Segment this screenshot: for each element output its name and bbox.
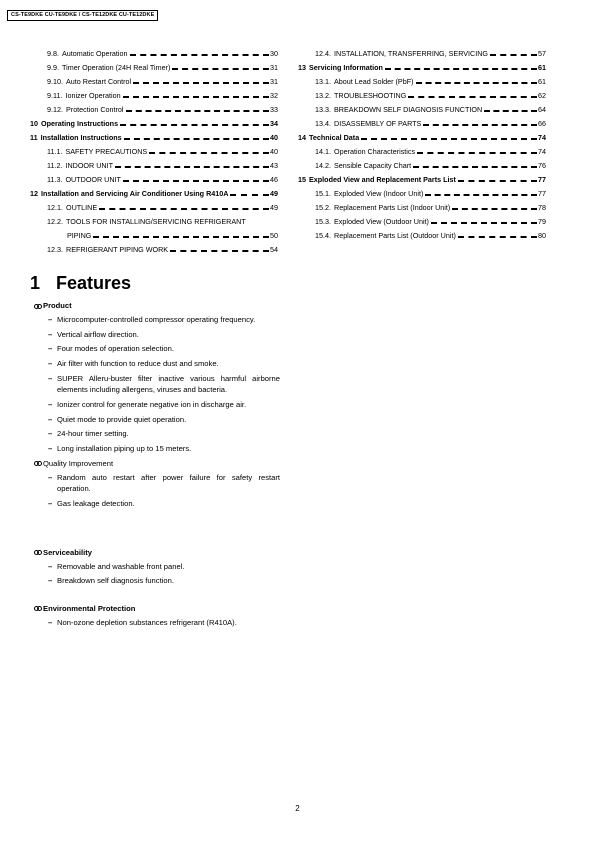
toc-entry-title: Exploded View (Outdoor Unit): [334, 217, 429, 226]
toc-entry-number: 14: [298, 133, 306, 142]
section-title-text: Features: [56, 273, 132, 293]
dash-bullet-icon: –: [48, 498, 53, 508]
features-body: [34, 300, 280, 632]
feature-item-text: Random auto restart after power failure for safety restart operation.: [57, 472, 280, 494]
toc-entry[interactable]: [30, 58, 278, 72]
double-ring-bullet-icon: [34, 304, 42, 309]
toc-entry[interactable]: [30, 156, 278, 170]
feature-item: [34, 358, 280, 370]
dash-bullet-icon: –: [48, 329, 53, 339]
feature-item: [34, 329, 280, 341]
toc-entry[interactable]: [298, 198, 546, 212]
toc-entry-page: 49: [270, 189, 278, 198]
toc-entry-number: 11: [30, 133, 38, 142]
feature-group-title: [34, 547, 280, 559]
toc-entry-page: 77: [538, 189, 546, 198]
feature-item-text: Vertical airflow direction.: [57, 329, 139, 339]
toc-entry-page: 74: [538, 147, 546, 156]
toc-entry[interactable]: [30, 170, 278, 184]
toc-entry-page: 78: [538, 203, 546, 212]
toc-dot-leader: [120, 124, 269, 126]
toc-dot-leader: [458, 180, 537, 182]
toc-entry-page: 61: [538, 63, 546, 72]
toc-entry[interactable]: [30, 128, 278, 142]
toc-entry[interactable]: [30, 72, 278, 86]
toc-entry-number: 9.8.: [47, 49, 59, 58]
toc-dot-leader: [172, 68, 269, 70]
feature-list: [34, 561, 280, 587]
toc-entry-page: 40: [270, 147, 278, 156]
toc-entry-number: 13.1.: [315, 77, 331, 86]
toc-dot-leader: [423, 124, 537, 126]
toc-entry-title: Replacement Parts List (Indoor Unit): [334, 203, 451, 212]
toc-entry[interactable]: [30, 184, 278, 198]
dash-bullet-icon: –: [48, 444, 53, 453]
toc-entry-number: 11.2.: [47, 161, 63, 170]
toc-entry[interactable]: [298, 226, 546, 240]
dash-bullet-icon: –: [48, 561, 53, 571]
toc-entry-title: OUTLINE: [66, 203, 98, 212]
dash-bullet-icon: –: [48, 414, 53, 424]
toc-dot-leader: [408, 96, 537, 98]
feature-group-serviceability: [34, 547, 280, 587]
feature-group-title: [34, 300, 280, 312]
toc-entry[interactable]: [30, 226, 278, 240]
toc-entry[interactable]: [298, 44, 546, 58]
toc-dot-leader: [126, 110, 269, 112]
toc-entry-title: PIPING: [67, 231, 92, 240]
toc-dot-leader: [149, 152, 269, 154]
feature-item: [34, 428, 280, 440]
toc-entry-number: 9.11.: [47, 91, 63, 100]
toc-entry-page: 79: [538, 217, 546, 226]
feature-group-quality: [34, 458, 280, 510]
group-title-text: Environmental Protection: [43, 603, 136, 613]
toc-entry-title: Installation and Servicing Air Conditioner Using R410A: [41, 189, 229, 198]
toc-entry-page: 57: [538, 49, 546, 58]
toc-entry-page: 74: [538, 133, 546, 142]
toc-dot-leader: [490, 54, 537, 56]
toc-entry-number: 12.2.: [47, 217, 63, 226]
toc-entry[interactable]: [298, 72, 546, 86]
feature-list: [34, 314, 280, 455]
toc-entry-page: 54: [270, 245, 278, 254]
feature-item-text: Quiet mode to provide quiet operation.: [57, 414, 187, 424]
feature-item-text: Ionizer control for generate negative ion in discharge air.: [57, 399, 247, 409]
toc-entry-number: 9.12.: [47, 105, 63, 114]
toc-entry-title: Exploded View (Indoor Unit): [334, 189, 424, 198]
feature-item: [34, 414, 280, 426]
feature-group-title: [34, 603, 280, 615]
toc-entry[interactable]: [30, 100, 278, 114]
feature-item-text: Breakdown self diagnosis function.: [57, 576, 174, 586]
toc-entry[interactable]: [298, 114, 546, 128]
feature-item-text: Removable and washable front panel.: [57, 561, 185, 571]
toc-entry[interactable]: [30, 142, 278, 156]
toc-dot-leader: [93, 236, 269, 238]
dash-bullet-icon: –: [48, 617, 53, 627]
double-ring-bullet-icon: [34, 461, 42, 466]
toc-dot-leader: [431, 222, 537, 224]
toc-entry-page: 31: [270, 63, 278, 72]
toc-entry-title: About Lead Solder (PbF): [334, 77, 414, 86]
group-title-text: Serviceability: [43, 547, 92, 557]
toc-entry-title: Technical Data: [309, 133, 360, 142]
toc-entry-title: Sensible Capacity Chart: [334, 161, 412, 170]
toc-dot-leader: [361, 138, 537, 140]
feature-item-text: 24-hour timer setting.: [57, 429, 129, 439]
toc-entry-number: 13: [298, 63, 306, 72]
toc-entry[interactable]: [298, 170, 546, 184]
toc-entry-title: Ionizer Operation: [65, 91, 121, 100]
toc-entry-page: 32: [270, 91, 278, 100]
toc-entry-page: 34: [270, 119, 278, 128]
toc-entry-number: 10: [30, 119, 38, 128]
section-heading: [30, 272, 131, 294]
toc-entry-title: SAFETY PRECAUTIONS: [65, 147, 148, 156]
toc-entry-number: 15.4.: [315, 231, 331, 240]
toc-entry-page: 43: [270, 161, 278, 170]
toc-entry-title: TROUBLESHOOTING: [334, 91, 407, 100]
feature-list: [34, 617, 280, 629]
toc-dot-leader: [425, 194, 537, 196]
toc-entry[interactable]: [30, 114, 278, 128]
toc-entry-title: DISASSEMBLY OF PARTS: [334, 119, 422, 128]
toc-entry-title: Automatic Operation: [62, 49, 128, 58]
dash-bullet-icon: –: [48, 429, 53, 439]
toc-entry[interactable]: [298, 100, 546, 114]
double-ring-bullet-icon: [34, 606, 42, 611]
toc-entry-number: 9.10.: [47, 77, 63, 86]
toc-entry[interactable]: [298, 184, 546, 198]
toc-entry-number: 13.2.: [315, 91, 331, 100]
toc-dot-leader: [133, 82, 269, 84]
toc-entry-number: 13.4.: [315, 119, 331, 128]
feature-item: [34, 399, 280, 411]
toc-entry-number: 12.4.: [315, 49, 331, 58]
toc-entry-page: 40: [270, 133, 278, 142]
feature-item: [34, 617, 280, 629]
toc-entry-page: 80: [538, 231, 546, 240]
toc-entry-title: INSTALLATION, TRANSFERRING, SERVICING: [334, 49, 489, 58]
toc-entry-number: 9.9.: [47, 63, 59, 72]
toc-dot-leader: [99, 208, 269, 210]
toc-dot-leader: [385, 68, 537, 70]
toc-entry-title: TOOLS FOR INSTALLING/SERVICING REFRIGERANT: [66, 217, 246, 226]
toc-entry-title: Servicing Information: [309, 63, 383, 72]
toc-entry-title: OUTDOOR UNIT: [65, 175, 121, 184]
toc-entry-page: 62: [538, 91, 546, 100]
toc-dot-leader: [458, 236, 537, 238]
toc-entry-number: 15: [298, 175, 306, 184]
toc-entry-number: 12: [30, 189, 38, 198]
toc-entry-title: INDOOR UNIT: [65, 161, 113, 170]
toc-entry-number: 15.2.: [315, 203, 331, 212]
feature-item: [34, 498, 280, 510]
dash-bullet-icon: –: [48, 399, 53, 409]
toc-entry[interactable]: [298, 128, 546, 142]
toc-dot-leader: [417, 152, 537, 154]
feature-item: [34, 314, 280, 326]
toc-entry[interactable]: [298, 58, 546, 72]
toc-entry-page: 30: [270, 49, 278, 58]
feature-group-environmental: [34, 603, 280, 629]
toc-dot-leader: [115, 166, 269, 168]
feature-item: [34, 443, 280, 455]
feature-item-text: Microcomputer-controlled compressor operating frequency.: [57, 315, 256, 324]
toc-entry-title: Operation Characteristics: [334, 147, 416, 156]
toc-dot-leader: [170, 250, 269, 252]
toc-entry-title: REFRIGERANT PIPING WORK: [66, 245, 169, 254]
feature-item-text: Long installation piping up to 15 meters.: [57, 444, 192, 453]
toc-entry-title: Exploded View and Replacement Parts List: [309, 175, 456, 184]
page-number: 2: [295, 804, 300, 813]
toc-entry-page: 77: [538, 175, 546, 184]
dash-bullet-icon: –: [48, 359, 53, 369]
toc-dot-leader: [130, 54, 269, 56]
toc-entry[interactable]: [298, 142, 546, 156]
toc-entry[interactable]: [298, 212, 546, 226]
feature-group-title: [34, 458, 280, 470]
feature-item-text: Four modes of operation selection.: [57, 344, 174, 354]
toc-entry-number: 15.3.: [315, 217, 331, 226]
feature-item: [34, 575, 280, 587]
toc-dot-leader: [413, 166, 537, 168]
double-ring-bullet-icon: [34, 550, 42, 555]
section-number: 1: [30, 273, 41, 293]
toc-dot-leader: [123, 96, 269, 98]
dash-bullet-icon: –: [48, 344, 53, 354]
feature-item-text: Air filter with function to reduce dust and smoke.: [57, 359, 219, 369]
toc-entry-number: 14.1.: [315, 147, 331, 156]
dash-bullet-icon: –: [48, 576, 53, 586]
toc-entry-page: 33: [270, 105, 278, 114]
toc-dot-leader: [230, 194, 269, 196]
toc-entry-title: Installation Instructions: [40, 133, 122, 142]
feature-item: [34, 373, 280, 396]
group-title-text: Product: [43, 301, 72, 310]
toc-entry-number: 11.3.: [47, 175, 63, 184]
feature-group-product: [34, 300, 280, 455]
feature-item-text: Gas leakage detection.: [57, 498, 135, 508]
toc-dot-leader: [452, 208, 537, 210]
toc-entry-page: 50: [270, 231, 278, 240]
toc-entry-number: 12.1.: [47, 203, 63, 212]
toc-entry-number: 14.2.: [315, 161, 331, 170]
toc-entry[interactable]: [30, 198, 278, 212]
toc-dot-leader: [416, 82, 537, 84]
toc-entry-page: 76: [538, 161, 546, 170]
toc-entry-title: Timer Operation (24H Real Timer): [62, 63, 171, 72]
toc-entry-number: 12.3.: [47, 245, 63, 254]
toc-entry-number: 15.1.: [315, 189, 331, 198]
toc-entry-title: Auto Restart Control: [66, 77, 132, 86]
toc-dot-leader: [124, 138, 269, 140]
toc-entry-page: 49: [270, 203, 278, 212]
toc-entry-title: BREAKDOWN SELF DIAGNOSIS FUNCTION: [334, 105, 483, 114]
toc-entry[interactable]: [298, 156, 546, 170]
dash-bullet-icon: –: [48, 472, 53, 482]
toc-entry-title: Replacement Parts List (Outdoor Unit): [334, 231, 456, 240]
toc-right-column: [298, 44, 546, 240]
toc-entry-page: 61: [538, 77, 546, 86]
toc-entry[interactable]: [30, 86, 278, 100]
toc-left-column: [30, 44, 278, 254]
toc-entry-page: 46: [270, 175, 278, 184]
toc-dot-leader: [123, 180, 269, 182]
toc-entry[interactable]: [30, 240, 278, 254]
toc-entry[interactable]: [30, 44, 278, 58]
dash-bullet-icon: –: [48, 373, 53, 383]
toc-dot-leader: [484, 110, 537, 112]
toc-entry-title: Protection Control: [66, 105, 124, 114]
feature-item-text: Non-ozone depletion substances refrigerant (R410A).: [57, 617, 237, 627]
feature-item: [34, 472, 280, 495]
feature-item: [34, 343, 280, 355]
document-header-label: CS-TE9DKE CU-TE9DKE / CS-TE12DKE CU-TE12DKE: [7, 10, 158, 21]
toc-entry-page: 31: [270, 77, 278, 86]
feature-list: [34, 472, 280, 510]
toc-entry-title: Operating Instructions: [41, 119, 119, 128]
dash-bullet-icon: –: [48, 315, 53, 324]
toc-entry-number: 13.3.: [315, 105, 331, 114]
feature-item-text: SUPER Alleru-buster filter inactive various harmful airborne elements including allergens, viruses and bacteria.: [57, 373, 280, 395]
toc-entry-number: 11.1.: [47, 147, 63, 156]
feature-item: [34, 561, 280, 573]
group-title-text: Quality Improvement: [43, 458, 114, 468]
toc-entry-page: 64: [538, 105, 546, 114]
toc-entry[interactable]: [30, 212, 278, 226]
toc-entry[interactable]: [298, 86, 546, 100]
toc-entry-page: 66: [538, 119, 546, 128]
